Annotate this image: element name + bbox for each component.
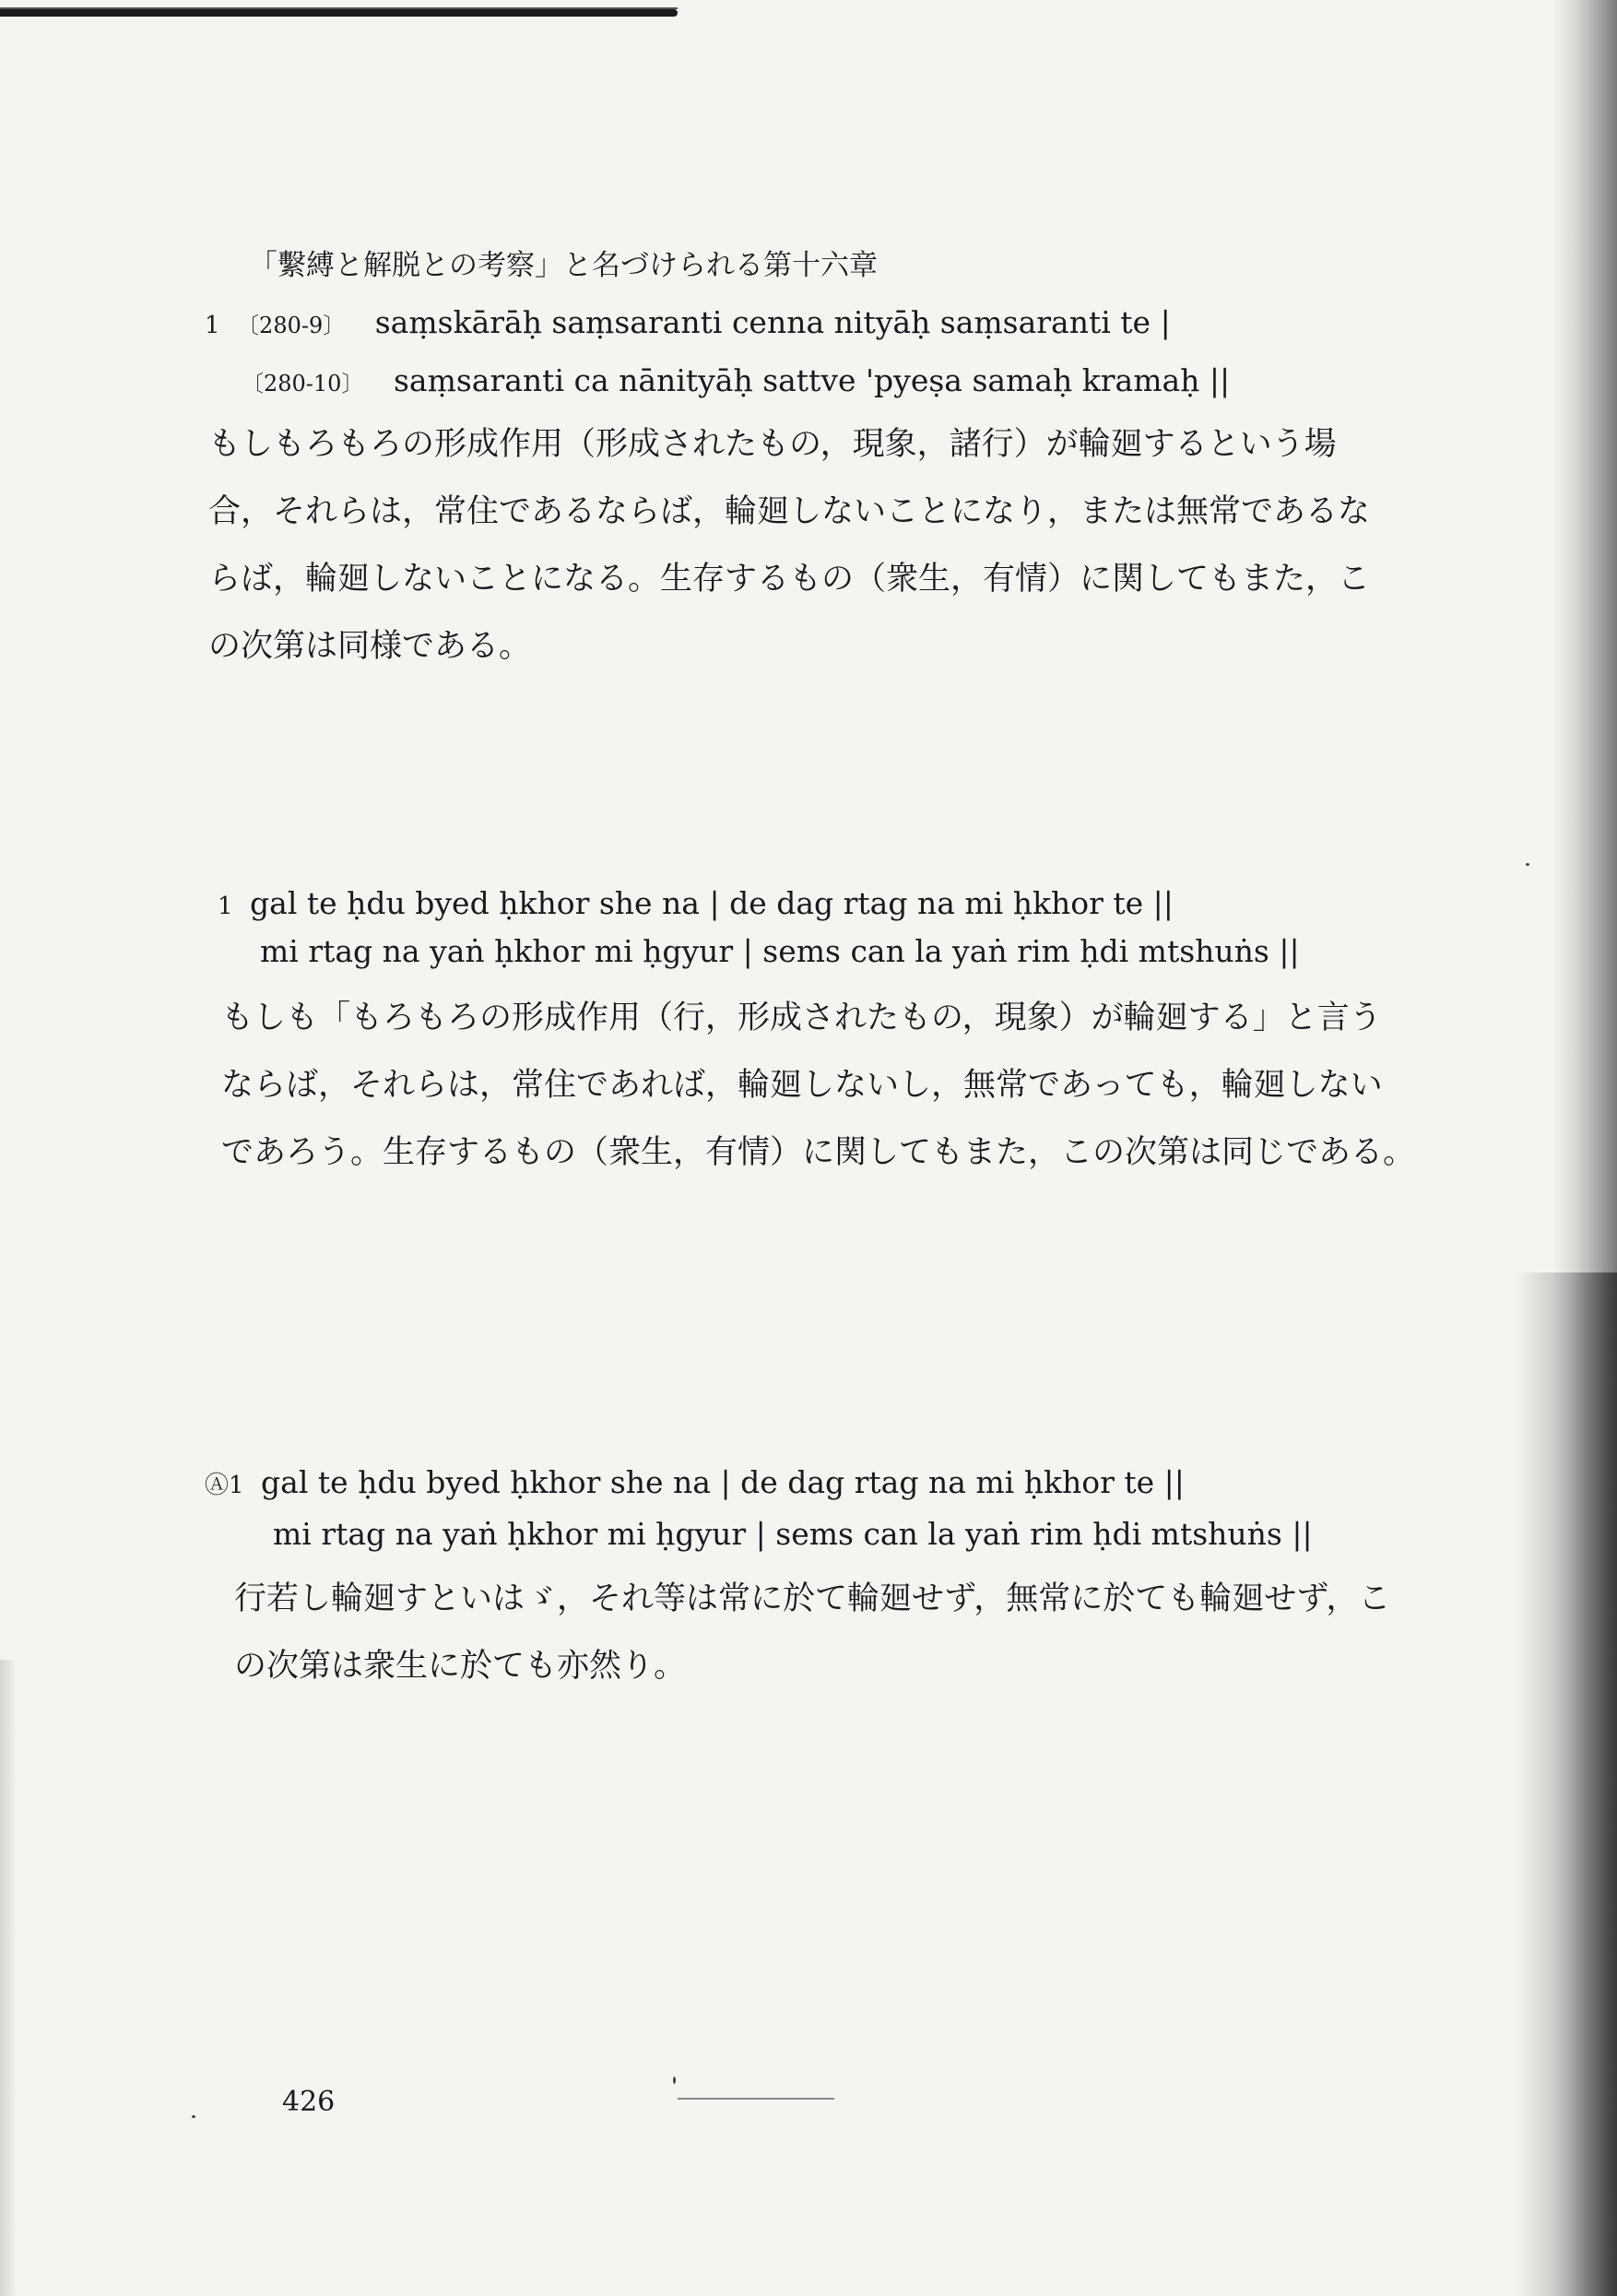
akutobhaya-verse-line-2	[273, 1516, 1313, 1552]
translation-line: 合，それらは，常住であるならば，輪廻しないことになり，または無常であるな	[208, 493, 1371, 530]
verse-number: 1	[218, 893, 233, 920]
translation-line: もしもろもろの形成作用（形成されたもの，現象，諸行）が輪廻するという場	[208, 426, 1337, 463]
verse-reference: 〔280-9〕	[237, 313, 346, 338]
translation-line: ならば，それらは，常住であれば，輪廻しないし，無常であっても，輪廻しない	[221, 1067, 1383, 1104]
sanskrit-verse-line-1	[205, 304, 1171, 340]
verse-text: mi rtag na yaṅ ḥkhor mi ḥgyur | sems can la yaṅ rim ḥdi mtshuṅs ||	[273, 1516, 1313, 1552]
scan-speck	[1526, 863, 1529, 866]
translation-line: もしも「もろもろの形成作用（行，形成されたもの，現象）が輪廻する」と言う	[221, 1000, 1382, 1036]
sanskrit-verse-line-2	[242, 362, 1230, 398]
verse-number: Ⓐ1	[205, 1472, 244, 1499]
akutobhaya-translation	[234, 1566, 1390, 1700]
verse-text: mi rtag na yaṅ ḥkhor mi ḥgyur | sems can la yaṅ rim ḥdi mtshuṅs ||	[260, 933, 1300, 969]
sanskrit-translation	[208, 411, 1370, 681]
translation-line: 行若し輪廻すといはゞ，それ等は常に於て輪廻せず，無常に於ても輪廻せず，こ	[234, 1580, 1391, 1617]
binding-shadow-right-lower	[1516, 1272, 1617, 2296]
translation-line: らば，輪廻しないことになる。生存するもの（衆生，有情）に関してもまた，こ	[208, 561, 1371, 598]
verse-text: gal te ḥdu byed ḥkhor she na | de dag rtag na mi ḥkhor te ||	[261, 1464, 1185, 1500]
tibetan-verse-line-1	[218, 885, 1174, 921]
translation-line: であろう。生存するもの（衆生，有情）に関してもまた，この次第は同じである。	[221, 1134, 1416, 1171]
verse-text: saṃskārāḥ saṃsaranti cenna nityāḥ saṃsaranti te |	[374, 304, 1171, 340]
verse-number: 1	[205, 312, 220, 339]
akutobhaya-verse-line-1	[205, 1464, 1185, 1500]
tibetan-translation	[221, 985, 1415, 1187]
translation-line: の次第は衆生に於ても亦然り。	[234, 1648, 687, 1685]
page-number: 426	[282, 2086, 336, 2118]
verse-reference: 〔280-10〕	[242, 371, 364, 396]
scan-smudge	[678, 2098, 834, 2100]
tibetan-verse-line-2	[260, 933, 1300, 969]
translation-line: の次第は同様である。	[208, 628, 532, 665]
verse-text: gal te ḥdu byed ḥkhor she na | de dag rtag na mi ḥkhor te ||	[250, 885, 1174, 921]
page-edge-left	[0, 1660, 17, 2296]
scan-speck	[192, 2115, 195, 2118]
top-rule	[0, 9, 678, 17]
scan-speck	[673, 2077, 676, 2084]
verse-text: saṃsaranti ca nānityāḥ sattve 'pyeṣa samaḥ kramaḥ ||	[393, 362, 1231, 398]
chapter-title: 「繫縛と解脱との考察」と名づけられる第十六章	[249, 249, 878, 282]
